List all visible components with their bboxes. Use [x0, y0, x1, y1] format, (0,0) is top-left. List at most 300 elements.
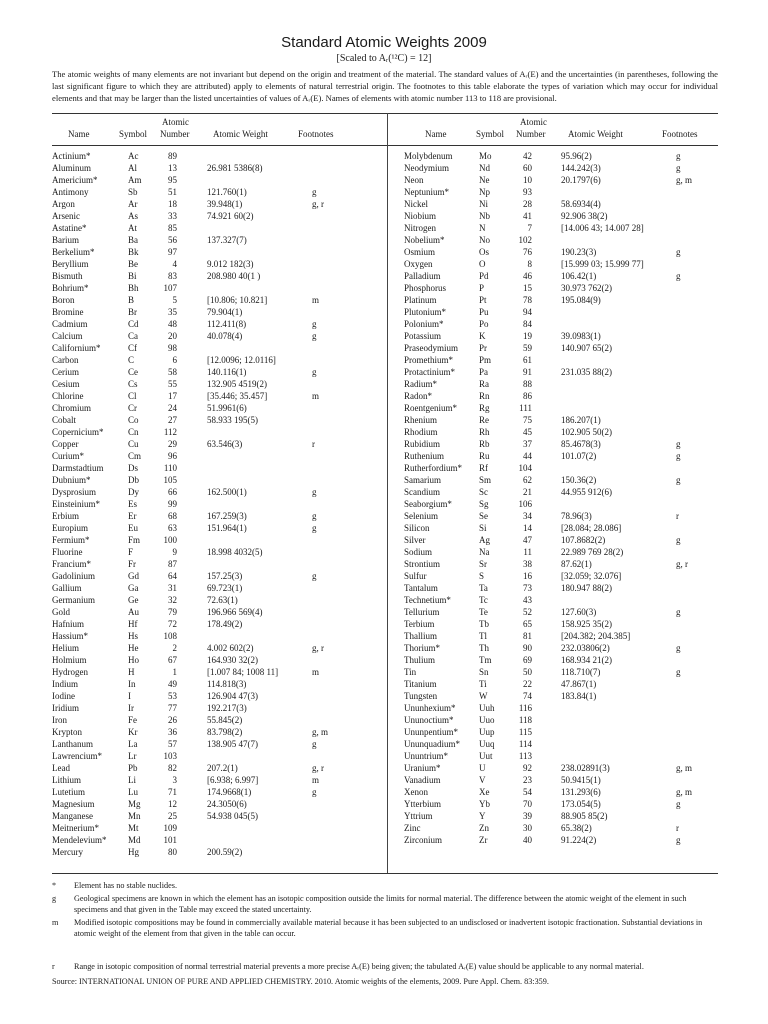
- atomic-weight: 106.42(1): [561, 271, 597, 281]
- element-name: Antimony: [52, 187, 89, 197]
- element-symbol: Pm: [479, 355, 492, 365]
- element-name: Mercury: [52, 847, 83, 857]
- element-row: [52, 414, 387, 426]
- atomic-number: 83: [168, 271, 177, 281]
- atomic-number: 24: [168, 403, 177, 413]
- element-name: Nickel: [404, 199, 428, 209]
- element-row: [404, 654, 718, 666]
- element-row: [52, 846, 387, 858]
- footnote-codes: g: [676, 439, 681, 449]
- atomic-weight: 58.933 195(5): [207, 415, 258, 425]
- atomic-number: 10: [523, 175, 532, 185]
- element-row: [404, 450, 718, 462]
- atomic-number: 72: [168, 619, 177, 629]
- element-symbol: F: [128, 547, 134, 557]
- atomic-weight: 30.973 762(2): [561, 283, 612, 293]
- element-symbol: Ir: [128, 703, 134, 713]
- element-symbol: B: [128, 295, 135, 305]
- atomic-number: 50: [523, 667, 532, 677]
- element-row: [52, 246, 387, 258]
- atomic-number: 38: [523, 559, 532, 569]
- atomic-number: 1: [172, 667, 177, 677]
- atomic-weight: 102.905 50(2): [561, 427, 612, 437]
- element-name: Fermium*: [52, 535, 90, 545]
- bottom-rule: [52, 873, 718, 874]
- atomic-weight: 26.981 5386(8): [207, 163, 263, 173]
- element-name: Magnesium: [52, 799, 95, 809]
- element-name: Beryllium: [52, 259, 89, 269]
- element-name: Thulium: [404, 655, 435, 665]
- element-symbol: Rf: [479, 463, 488, 473]
- element-name: Technetium*: [404, 595, 451, 605]
- element-symbol: Tb: [479, 619, 489, 629]
- element-symbol: Re: [479, 415, 489, 425]
- atomic-number: 61: [523, 355, 532, 365]
- atomic-weight: 140.907 65(2): [561, 343, 612, 353]
- footnote-codes: g: [676, 271, 681, 281]
- element-symbol: Uuq: [479, 739, 495, 749]
- element-symbol: I: [128, 691, 131, 701]
- element-symbol: Md: [128, 835, 141, 845]
- element-row: [404, 282, 718, 294]
- element-symbol: Os: [479, 247, 490, 257]
- element-symbol: Ge: [128, 595, 139, 605]
- atomic-weight: 238.02891(3): [561, 763, 610, 773]
- atomic-weight: 79.904(1): [207, 307, 243, 317]
- element-symbol: Fm: [128, 535, 141, 545]
- atomic-number: 110: [163, 463, 177, 473]
- atomic-weight: 195.084(9): [561, 295, 601, 305]
- element-row: [404, 486, 718, 498]
- element-name: Calcium: [52, 331, 83, 341]
- atomic-weight: 157.25(3): [207, 571, 243, 581]
- footnote-codes: g, r: [312, 199, 324, 209]
- element-name: Radon*: [404, 391, 432, 401]
- element-name: Seaborgium*: [404, 499, 452, 509]
- element-symbol: Pb: [128, 763, 138, 773]
- element-symbol: Na: [479, 547, 490, 557]
- element-row: [52, 438, 387, 450]
- element-name: Radium*: [404, 379, 437, 389]
- footnote-codes: g: [312, 571, 317, 581]
- atomic-number: 8: [527, 259, 532, 269]
- element-name: Germanium: [52, 595, 95, 605]
- element-row: [404, 774, 718, 786]
- atomic-weight: [28.084; 28.086]: [561, 523, 622, 533]
- element-name: Tungsten: [404, 691, 438, 701]
- element-symbol: Mn: [128, 811, 141, 821]
- element-symbol: Sn: [479, 667, 489, 677]
- element-row: [404, 798, 718, 810]
- footnote-codes: g, m: [676, 763, 693, 773]
- atomic-weight: 138.905 47(7): [207, 739, 258, 749]
- element-row: [52, 234, 387, 246]
- element-row: [52, 618, 387, 630]
- element-symbol: He: [128, 643, 139, 653]
- atomic-number: 93: [523, 187, 532, 197]
- element-row: [52, 186, 387, 198]
- atomic-number: 106: [518, 499, 532, 509]
- element-symbol: Eu: [128, 523, 138, 533]
- atomic-weight: 144.242(3): [561, 163, 601, 173]
- element-symbol: P: [479, 283, 485, 293]
- atomic-number: 75: [523, 415, 532, 425]
- atomic-number: 32: [168, 595, 177, 605]
- footnote-codes: g: [312, 523, 317, 533]
- element-name: Holmium: [52, 655, 87, 665]
- element-symbol: Pa: [479, 367, 488, 377]
- atomic-weight: 9.012 182(3): [207, 259, 254, 269]
- atomic-weight: 190.23(3): [561, 247, 597, 257]
- element-row: [404, 618, 718, 630]
- footnote-codes: g, m: [312, 727, 329, 737]
- element-name: Chromium: [52, 403, 92, 413]
- element-name: Dysprosium: [52, 487, 97, 497]
- element-name: Europium: [52, 523, 88, 533]
- element-name: Californium*: [52, 343, 101, 353]
- element-symbol: Cu: [128, 439, 139, 449]
- footnote-codes: g: [312, 187, 317, 197]
- atomic-number: 112: [163, 427, 177, 437]
- element-name: Xenon: [404, 787, 428, 797]
- atomic-weight: 231.035 88(2): [561, 367, 612, 377]
- element-symbol: Ca: [128, 331, 138, 341]
- atomic-number: 103: [163, 751, 177, 761]
- footnote-key: r: [52, 962, 55, 971]
- element-symbol: Uuo: [479, 715, 495, 725]
- element-name: Rutherfordium*: [404, 463, 462, 473]
- atomic-weight: 200.59(2): [207, 847, 243, 857]
- atomic-number: 84: [523, 319, 532, 329]
- element-symbol: Ga: [128, 583, 139, 593]
- element-row: [404, 378, 718, 390]
- element-name: Neon: [404, 175, 424, 185]
- element-symbol: Fr: [128, 559, 137, 569]
- atomic-weight: [32.059; 32.076]: [561, 571, 622, 581]
- element-name: Uranium*: [404, 763, 441, 773]
- element-name: Neptunium*: [404, 187, 449, 197]
- element-symbol: Cr: [128, 403, 137, 413]
- element-symbol: Kr: [128, 727, 138, 737]
- atomic-number: 66: [168, 487, 177, 497]
- header-number-left: Number: [160, 129, 190, 139]
- atomic-number: 88: [523, 379, 532, 389]
- atomic-number: 29: [168, 439, 177, 449]
- atomic-number: 102: [518, 235, 532, 245]
- atomic-number: 35: [168, 307, 177, 317]
- element-symbol: Se: [479, 511, 488, 521]
- element-row: [404, 402, 718, 414]
- footnote-codes: g: [676, 607, 681, 617]
- element-row: [52, 222, 387, 234]
- atomic-number: 63: [168, 523, 177, 533]
- element-name: Bromine: [52, 307, 84, 317]
- footnote-codes: g: [676, 835, 681, 845]
- atomic-number: 104: [518, 463, 532, 473]
- element-name: Zinc: [404, 823, 421, 833]
- element-row: [404, 294, 718, 306]
- atomic-weight: 78.96(3): [561, 511, 592, 521]
- element-row: [52, 834, 387, 846]
- footnote-key: g: [52, 894, 57, 903]
- element-name: Selenium: [404, 511, 438, 521]
- element-name: Rubidium: [404, 439, 441, 449]
- element-name: Ununquadium*: [404, 739, 460, 749]
- footnote-codes: g, m: [676, 175, 693, 185]
- element-row: [404, 498, 718, 510]
- element-row: [52, 486, 387, 498]
- element-row: [404, 582, 718, 594]
- element-name: Ytterbium: [404, 799, 441, 809]
- atomic-weight: 83.798(2): [207, 727, 243, 737]
- atomic-number: 97: [168, 247, 177, 257]
- element-symbol: Ni: [479, 199, 488, 209]
- element-name: Niobium: [404, 211, 437, 221]
- header-symbol-right: Symbol: [476, 129, 505, 139]
- atomic-number: 4: [172, 259, 177, 269]
- element-row: [52, 210, 387, 222]
- footnote-codes: g, r: [312, 643, 324, 653]
- atomic-weight: 196.966 569(4): [207, 607, 263, 617]
- element-symbol: K: [479, 331, 486, 341]
- element-symbol: Uup: [479, 727, 495, 737]
- atomic-weight: 164.930 32(2): [207, 655, 258, 665]
- element-name: Zirconium: [404, 835, 442, 845]
- atomic-number: 51: [168, 187, 177, 197]
- element-row: [404, 162, 718, 174]
- element-name: Francium*: [52, 559, 91, 569]
- element-symbol: Dy: [128, 487, 139, 497]
- element-row: [404, 354, 718, 366]
- element-row: [52, 258, 387, 270]
- atomic-number: 74: [523, 691, 532, 701]
- element-row: [52, 390, 387, 402]
- atomic-number: 41: [523, 211, 532, 221]
- footnote-codes: m: [312, 775, 320, 785]
- page-title: Standard Atomic Weights 2009: [281, 34, 487, 51]
- element-name: Gadolinium: [52, 571, 95, 581]
- atomic-number: 37: [523, 439, 532, 449]
- atomic-weight: 40.078(4): [207, 331, 243, 341]
- element-symbol: Np: [479, 187, 490, 197]
- atomic-number: 12: [168, 799, 177, 809]
- element-table-left: [52, 150, 387, 858]
- atomic-number: 36: [168, 727, 177, 737]
- atomic-weight: 55.845(2): [207, 715, 243, 725]
- element-row: [404, 342, 718, 354]
- element-symbol: Sr: [479, 559, 488, 569]
- atomic-number: 7: [527, 223, 532, 233]
- atomic-weight: 127.60(3): [561, 607, 597, 617]
- atomic-weight: 101.07(2): [561, 451, 597, 461]
- element-row: [52, 510, 387, 522]
- atomic-number: 92: [523, 763, 532, 773]
- element-row: [404, 246, 718, 258]
- element-row: [52, 582, 387, 594]
- atomic-number: 100: [163, 535, 177, 545]
- footnote-codes: r: [312, 439, 315, 449]
- element-symbol: Gd: [128, 571, 139, 581]
- element-row: [404, 510, 718, 522]
- element-symbol: Ra: [479, 379, 489, 389]
- atomic-weight: 114.818(3): [207, 679, 247, 689]
- atomic-number: 13: [168, 163, 177, 173]
- atomic-number: 39: [523, 811, 532, 821]
- element-row: [404, 726, 718, 738]
- element-symbol: Po: [479, 319, 489, 329]
- element-symbol: Cs: [128, 379, 138, 389]
- element-row: [52, 726, 387, 738]
- footnote-r: [52, 961, 718, 972]
- header-weight-left: Atomic Weight: [213, 129, 268, 139]
- element-row: [404, 750, 718, 762]
- atomic-number: 3: [172, 775, 177, 785]
- atomic-weight: 178.49(2): [207, 619, 243, 629]
- atomic-number: 45: [523, 427, 532, 437]
- atomic-number: 118: [518, 715, 532, 725]
- atomic-weight: 22.989 769 28(2): [561, 547, 624, 557]
- atomic-weight: 151.964(1): [207, 523, 247, 533]
- element-symbol: Ho: [128, 655, 139, 665]
- element-row: [404, 474, 718, 486]
- element-name: Mendelevium*: [52, 835, 107, 845]
- element-row: [404, 270, 718, 282]
- atomic-number: 73: [523, 583, 532, 593]
- element-name: Meitnerium*: [52, 823, 99, 833]
- atomic-number: 111: [519, 403, 532, 413]
- element-name: Neodymium: [404, 163, 449, 173]
- element-symbol: Db: [128, 475, 139, 485]
- atomic-number: 56: [168, 235, 177, 245]
- atomic-weight: 44.955 912(6): [561, 487, 612, 497]
- atomic-weight: 58.6934(4): [561, 199, 601, 209]
- element-symbol: Am: [128, 175, 142, 185]
- element-symbol: Ar: [128, 199, 138, 209]
- element-symbol: Ba: [128, 235, 138, 245]
- element-symbol: La: [128, 739, 138, 749]
- header-atomic-right: Atomic: [520, 117, 547, 127]
- element-row: [52, 714, 387, 726]
- atomic-number: 81: [523, 631, 532, 641]
- atomic-number: 28: [523, 199, 532, 209]
- element-row: [404, 330, 718, 342]
- atomic-number: 14: [523, 523, 532, 533]
- atomic-weight: 88.905 85(2): [561, 811, 608, 821]
- header-atomic-left: Atomic: [162, 117, 189, 127]
- atomic-weight: 18.998 4032(5): [207, 547, 263, 557]
- footnote-codes: r: [676, 823, 679, 833]
- atomic-number: 22: [523, 679, 532, 689]
- atomic-number: 2: [172, 643, 177, 653]
- element-name: Osmium: [404, 247, 436, 257]
- atomic-number: 17: [168, 391, 177, 401]
- atomic-number: 57: [168, 739, 177, 749]
- element-symbol: Hs: [128, 631, 139, 641]
- atomic-number: 48: [168, 319, 177, 329]
- footnote-text: Geological specimens are known in which the element has an isotopic composition outside the limits for normal material. The difference between the atomic weight of the element in such specimens and that given in the Table may exceed the stated uncertainty.: [74, 894, 687, 914]
- element-symbol: H: [128, 667, 135, 677]
- element-symbol: Er: [128, 511, 137, 521]
- element-row: [52, 750, 387, 762]
- atomic-number: 5: [172, 295, 177, 305]
- atomic-weight: 47.867(1): [561, 679, 597, 689]
- element-name: Vanadium: [404, 775, 441, 785]
- element-row: [52, 786, 387, 798]
- element-row: [52, 462, 387, 474]
- atomic-weight: 192.217(3): [207, 703, 247, 713]
- atomic-number: 15: [523, 283, 532, 293]
- element-symbol: Fe: [128, 715, 137, 725]
- element-row: [404, 222, 718, 234]
- atomic-number: 16: [523, 571, 532, 581]
- header-footnotes-left: Footnotes: [298, 129, 334, 139]
- element-row: [404, 318, 718, 330]
- footnote-key: m: [52, 918, 59, 927]
- atomic-number: 47: [523, 535, 532, 545]
- atomic-weight: 39.0983(1): [561, 331, 601, 341]
- atomic-weight: 65.38(2): [561, 823, 592, 833]
- element-symbol: Bh: [128, 283, 139, 293]
- element-row: [52, 198, 387, 210]
- atomic-weight: 39.948(1): [207, 199, 243, 209]
- atomic-number: 46: [523, 271, 532, 281]
- element-row: [52, 342, 387, 354]
- atomic-number: 109: [163, 823, 177, 833]
- element-symbol: Pd: [479, 271, 489, 281]
- element-name: Hafnium: [52, 619, 84, 629]
- atomic-number: 89: [168, 151, 177, 161]
- intro-paragraph: The atomic weights of many elements are not invariant but depend on the origin and treatment of the material. The standard values of Aᵣ(E) and the uncertainties (in parentheses, following the last significant figure to which they are attributed) apply to elements of natural terrestrial origin. The footnotes to this table elaborate the types of variation which may occur for individual elements and that may be larger than the listed uncertainties of values of Aᵣ(E). Names of elements with atomic number 113 to 118 are provisional.: [52, 69, 718, 103]
- header-footnotes-right: Footnotes: [662, 129, 698, 139]
- element-name: Tantalum: [404, 583, 438, 593]
- element-row: [404, 150, 718, 162]
- atomic-weight: [12.0096; 12.0116]: [207, 355, 276, 365]
- element-name: Indium: [52, 679, 78, 689]
- element-symbol: Uuh: [479, 703, 495, 713]
- atomic-weight: 74.921 60(2): [207, 211, 254, 221]
- atomic-number: 43: [523, 595, 532, 605]
- element-name: Palladium: [404, 271, 441, 281]
- element-row: [52, 294, 387, 306]
- element-name: Ununhexium*: [404, 703, 456, 713]
- element-symbol: V: [479, 775, 486, 785]
- element-row: [404, 174, 718, 186]
- element-name: Nobelium*: [404, 235, 445, 245]
- atomic-weight: 54.938 045(5): [207, 811, 258, 821]
- atomic-weight: 207.2(1): [207, 763, 238, 773]
- atomic-number: 11: [523, 547, 532, 557]
- element-row: [404, 630, 718, 642]
- element-row: [52, 810, 387, 822]
- element-name: Oxygen: [404, 259, 433, 269]
- element-name: Gold: [52, 607, 70, 617]
- element-row: [404, 414, 718, 426]
- element-name: Iridium: [52, 703, 79, 713]
- atomic-weight: [1.007 84; 1008 11]: [207, 667, 279, 677]
- footnote-text: Modified isotopic compositions may be found in commercially available material because it has been subjected to an undisclosed or inadvertent isotopic fractionation. Substantial deviations in atomic weight of the element from that given in the table can occur.: [74, 918, 703, 938]
- atomic-weight: 50.9415(1): [561, 775, 601, 785]
- header-symbol-left: Symbol: [119, 129, 148, 139]
- atomic-number: 95: [168, 175, 177, 185]
- element-name: Strontium: [404, 559, 441, 569]
- element-symbol: Ce: [128, 367, 138, 377]
- atomic-number: 82: [168, 763, 177, 773]
- atomic-number: 25: [168, 811, 177, 821]
- atomic-number: 99: [168, 499, 177, 509]
- page-subtitle: [Scaled to Aᵣ(¹²C) = 12]: [336, 53, 432, 64]
- element-name: Cerium: [52, 367, 79, 377]
- element-name: Cadmium: [52, 319, 88, 329]
